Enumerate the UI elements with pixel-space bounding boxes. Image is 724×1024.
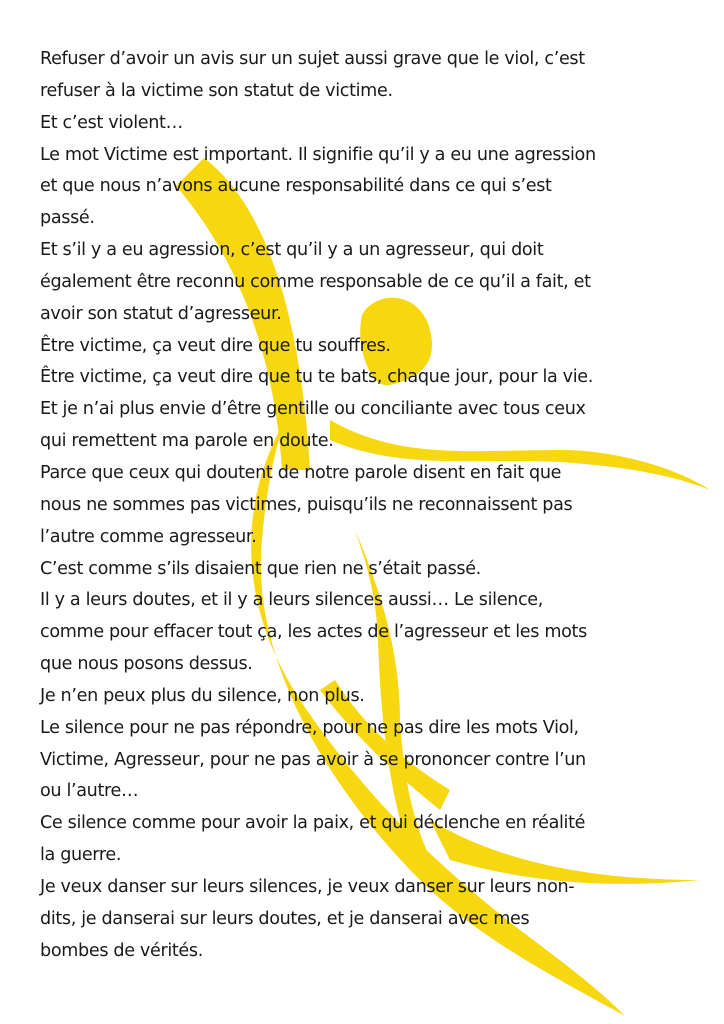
text-line: passé. xyxy=(40,208,95,229)
text-line: Être victime, ça veut dire que tu te bats, chaque jour, pour la vie. xyxy=(40,367,593,388)
paragraph xyxy=(40,458,710,554)
text-line: avoir son statut d’agresseur. xyxy=(40,303,282,324)
text-line: et que nous n’avons aucune responsabilité dans ce qui s’est xyxy=(40,176,552,197)
text-line: Et s’il y a eu agression, c’est qu’il y a un agresseur, qui doit xyxy=(40,240,544,261)
paragraph xyxy=(40,394,710,458)
paragraph xyxy=(40,585,710,681)
text-line: Ce silence comme pour avoir la paix, et qui déclenche en réalité xyxy=(40,813,586,834)
paragraph xyxy=(40,808,710,872)
text-line: comme pour effacer tout ça, les actes de l’agresseur et les mots xyxy=(40,622,587,643)
paragraph xyxy=(40,140,710,236)
text-line: Parce que ceux qui doutent de notre parole disent en fait que xyxy=(40,462,562,483)
text-line: refuser à la victime son statut de victime. xyxy=(40,80,393,101)
text-line: que nous posons dessus. xyxy=(40,654,253,675)
paragraph xyxy=(40,362,710,394)
text-line: Victime, Agresseur, pour ne pas avoir à se prononcer contre l’un xyxy=(40,749,586,770)
document-body xyxy=(40,44,710,967)
text-line: ou l’autre… xyxy=(40,781,139,802)
text-line: C’est comme s’ils disaient que rien ne s’était passé. xyxy=(40,558,481,579)
paragraph xyxy=(40,235,710,331)
text-line: Refuser d’avoir un avis sur un sujet aussi grave que le viol, c’est xyxy=(40,49,585,69)
paragraph xyxy=(40,108,710,140)
text-line: Il y a leurs doutes, et il y a leurs silences aussi… Le silence, xyxy=(40,590,544,611)
text-line: Et je n’ai plus envie d’être gentille ou conciliante avec tous ceux xyxy=(40,399,586,420)
text-line: la guerre. xyxy=(40,845,122,866)
text-line: qui remettent ma parole en doute. xyxy=(40,431,334,452)
text-line: l’autre comme agresseur. xyxy=(40,526,257,547)
paragraph xyxy=(40,554,710,586)
text-line: Le silence pour ne pas répondre, pour ne pas dire les mots Viol, xyxy=(40,717,579,738)
text-line: également être reconnu comme responsable de ce qu’il a fait, et xyxy=(40,271,591,292)
paragraph xyxy=(40,872,710,968)
text-line: Je veux danser sur leurs silences, je veux danser sur leurs non- xyxy=(40,876,575,897)
text-line: nous ne sommes pas victimes, puisqu’ils ne reconnaissent pas xyxy=(40,494,573,515)
text-line: Et c’est violent… xyxy=(40,112,183,133)
text-line: dits, je danserai sur leurs doutes, et je danserai avec mes xyxy=(40,908,530,929)
text-line: Le mot Victime est important. Il signifie qu’il y a eu une agression xyxy=(40,144,596,165)
text-line: Être victime, ça veut dire que tu souffres. xyxy=(40,335,391,356)
paragraph xyxy=(40,713,710,809)
text-line: bombes de vérités. xyxy=(40,940,203,961)
paragraph xyxy=(40,44,710,108)
text-line: Je n’en peux plus du silence, non plus. xyxy=(40,685,365,706)
paragraph xyxy=(40,331,710,363)
paragraph xyxy=(40,681,710,713)
